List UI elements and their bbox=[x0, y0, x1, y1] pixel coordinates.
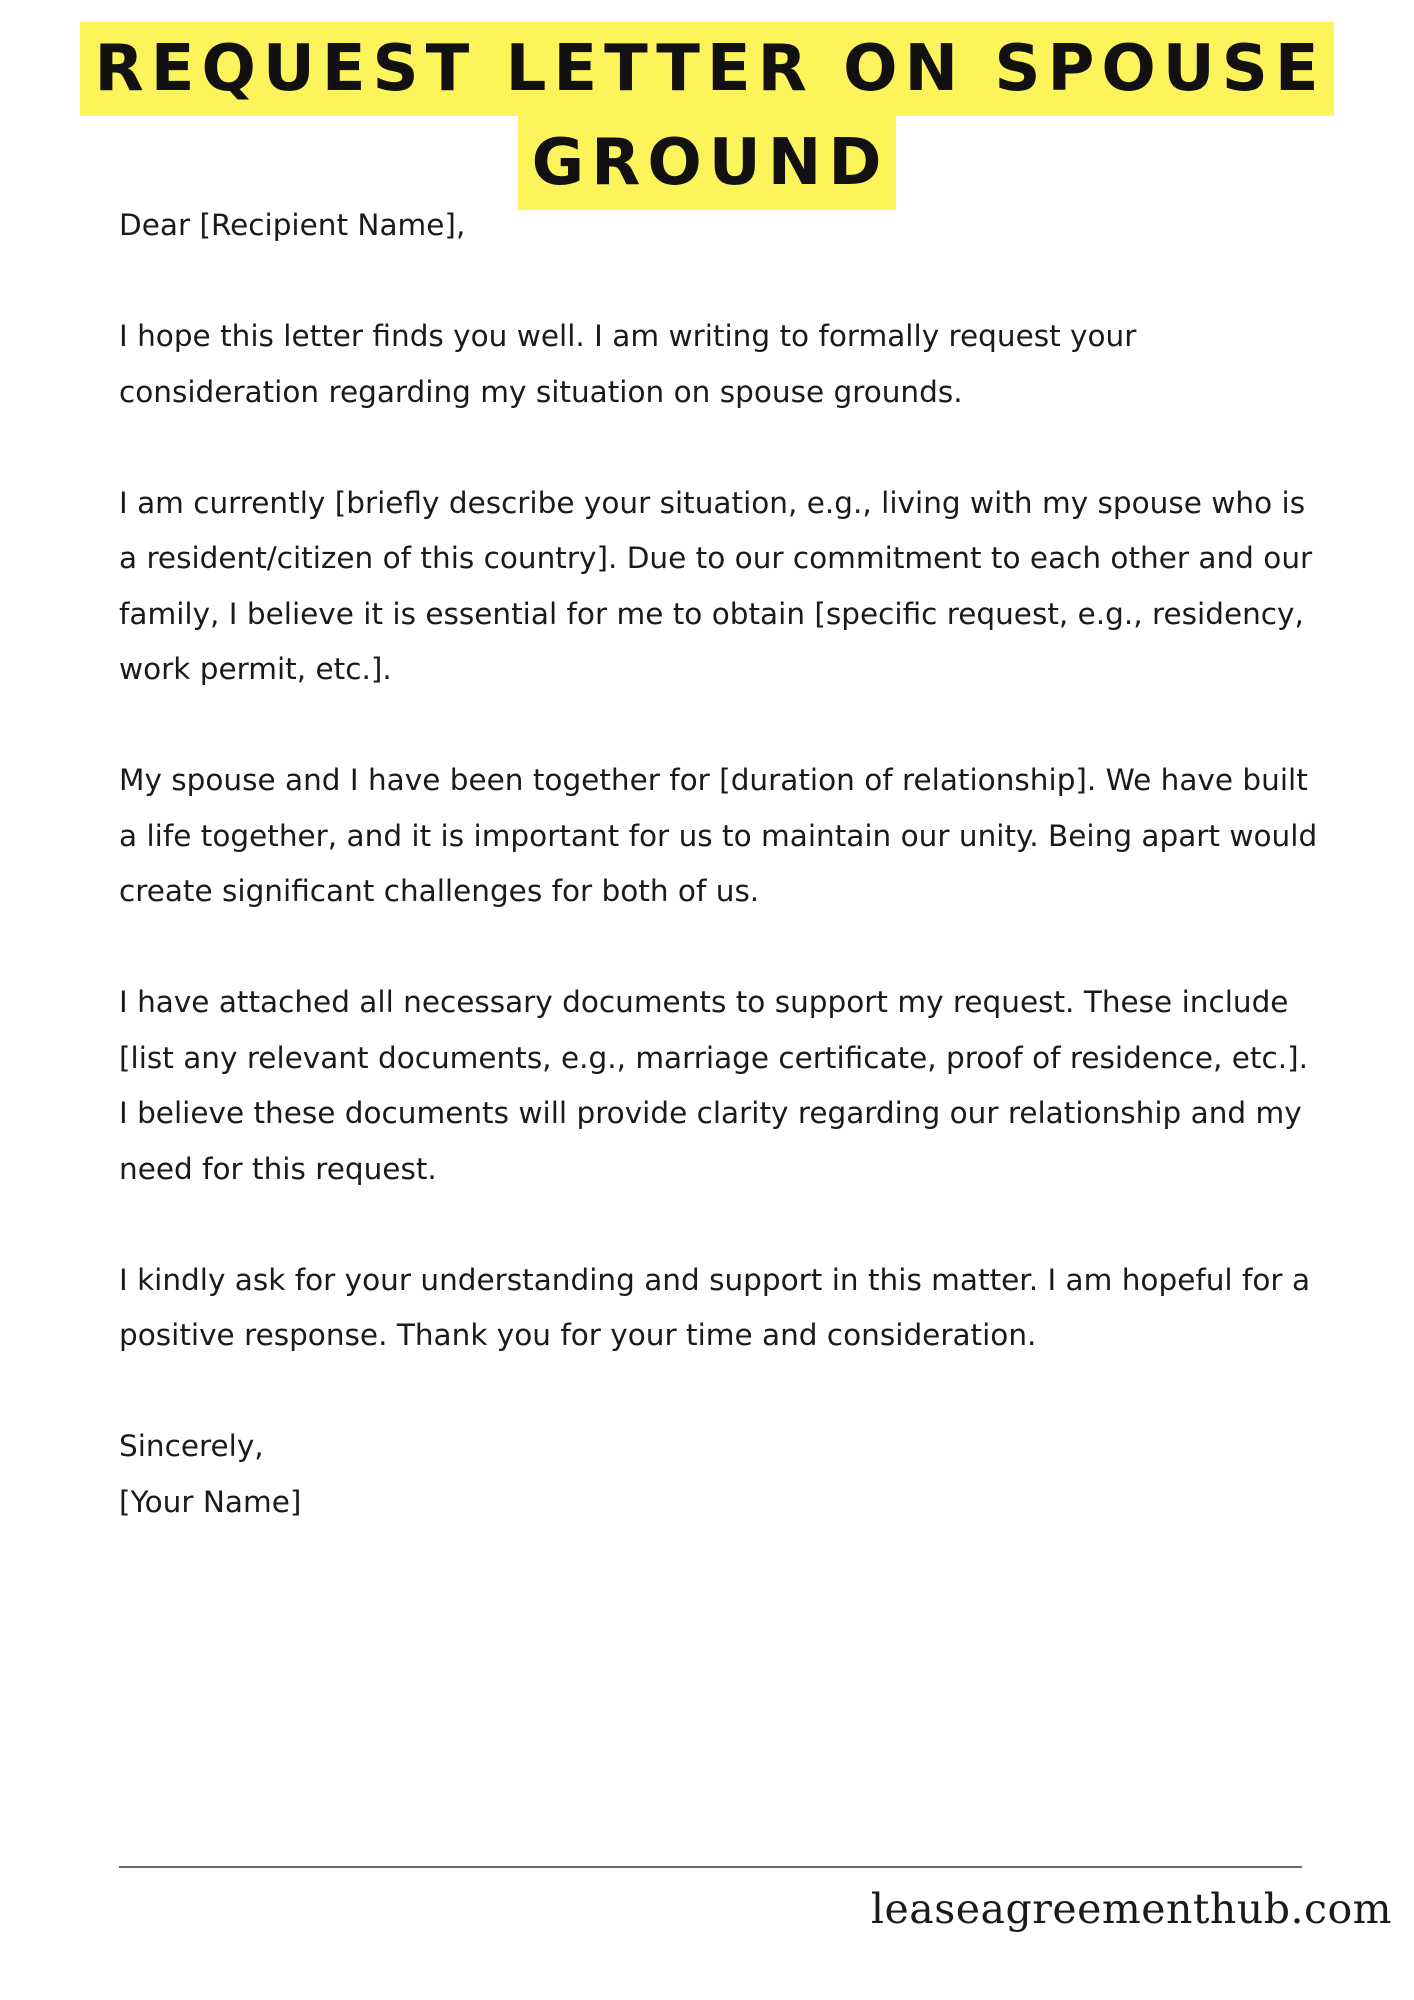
paragraph-1: I hope this letter finds you well. I am writing to formally request your consideration regarding my situation on spouse grounds. bbox=[119, 319, 1137, 409]
title-line-1: REQUEST LETTER ON SPOUSE bbox=[80, 22, 1333, 116]
letter-body bbox=[119, 198, 1319, 1530]
salutation: Dear [Recipient Name], bbox=[119, 208, 466, 242]
paragraph-3: My spouse and I have been together for [duration of relationship]. We have built a life together, and it is important for us to maintain our unity. Being apart would create significant challenges for both of us. bbox=[119, 763, 1318, 908]
title-line-2: GROUND bbox=[518, 116, 897, 210]
closing: Sincerely, bbox=[119, 1429, 264, 1463]
signature: [Your Name] bbox=[119, 1484, 302, 1519]
paragraph-2: I am currently [briefly describe your situation, e.g., living with my spouse who is a resident/citizen of this country]. Due to our commitment to each other and our family, I believe it is essential for me to obtain [specific request, e.g., residency, work permit, etc.]. bbox=[119, 485, 1313, 686]
page-title bbox=[0, 22, 1414, 210]
paragraph-5: I kindly ask for your understanding and support in this matter. I am hopeful for a positive response. Thank you for your time and consideration. bbox=[119, 1262, 1311, 1352]
footer-website: leaseagreementhub.com bbox=[870, 1885, 1392, 1933]
footer-divider bbox=[119, 1866, 1302, 1868]
paragraph-4: I have attached all necessary documents to support my request. These include [list any relevant documents, e.g., marriage certificate, proof of residence, etc.]. I believe these documents will provide clarity regarding our relationship and my need for this request. bbox=[119, 985, 1308, 1186]
